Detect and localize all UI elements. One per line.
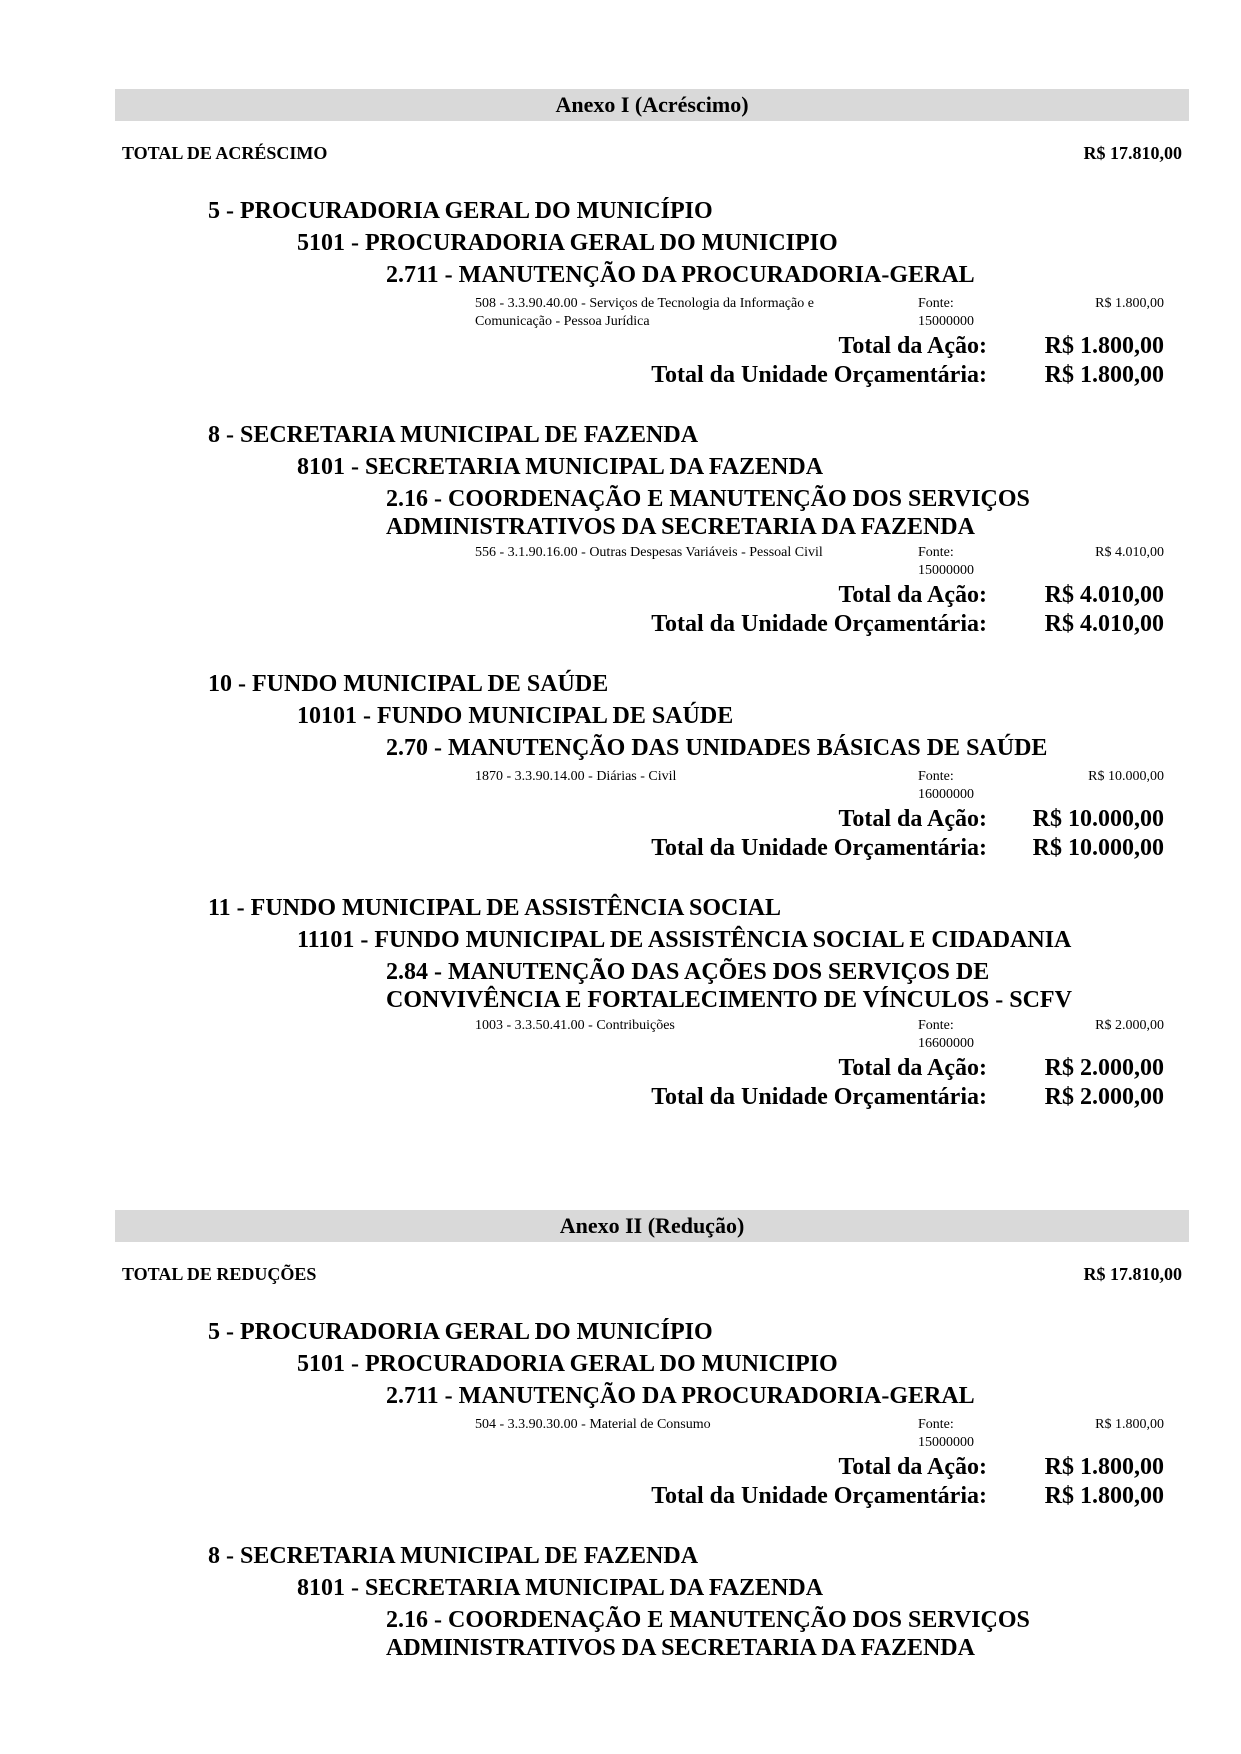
total-unidade-value: R$ 2.000,00 [1044, 1084, 1164, 1110]
total-acao-label: Total da Ação: [838, 806, 987, 832]
fonte-label: Fonte: [918, 1018, 954, 1033]
expense-item-value: R$ 10.000,00 [1088, 769, 1164, 784]
fonte-code: 15000000 [918, 1435, 974, 1450]
unit-heading: 8101 - SECRETARIA MUNICIPAL DA FAZENDA [297, 1575, 824, 1601]
total-acao-label: Total da Ação: [838, 1055, 987, 1081]
total-unidade-value: R$ 4.010,00 [1044, 611, 1164, 637]
action-heading-continuation: CONVIVÊNCIA E FORTALECIMENTO DE VÍNCULOS - SCFV [386, 987, 1072, 1013]
unit-heading: 5101 - PROCURADORIA GERAL DO MUNICIPIO [297, 1351, 838, 1377]
annex-1-title: Anexo I (Acréscimo) [115, 89, 1189, 121]
expense-item-value: R$ 2.000,00 [1095, 1018, 1164, 1033]
action-heading: 2.70 - MANUTENÇÃO DAS UNIDADES BÁSICAS DE SAÚDE [386, 735, 1048, 761]
org-heading: 11 - FUNDO MUNICIPAL DE ASSISTÊNCIA SOCIAL [208, 895, 781, 921]
org-heading: 8 - SECRETARIA MUNICIPAL DE FAZENDA [208, 1543, 699, 1569]
action-heading: 2.711 - MANUTENÇÃO DA PROCURADORIA-GERAL [386, 262, 975, 288]
unit-heading: 5101 - PROCURADORIA GERAL DO MUNICIPIO [297, 230, 838, 256]
annex-2-total-value: R$ 17.810,00 [1083, 1264, 1182, 1284]
total-unidade-label: Total da Unidade Orçamentária: [651, 611, 987, 637]
action-heading: 2.84 - MANUTENÇÃO DAS AÇÕES DOS SERVIÇOS DE [386, 959, 990, 985]
org-heading: 5 - PROCURADORIA GERAL DO MUNICÍPIO [208, 1319, 713, 1345]
fonte-code: 16600000 [918, 1036, 974, 1051]
fonte-code: 15000000 [918, 563, 974, 578]
total-unidade-value: R$ 1.800,00 [1044, 1483, 1164, 1509]
total-unidade-label: Total da Unidade Orçamentária: [651, 1084, 987, 1110]
org-heading: 8 - SECRETARIA MUNICIPAL DE FAZENDA [208, 422, 699, 448]
total-unidade-label: Total da Unidade Orçamentária: [651, 362, 987, 388]
expense-item-fonte [918, 1017, 998, 1053]
annex-1-total-value: R$ 17.810,00 [1083, 143, 1182, 163]
fonte-code: 15000000 [918, 314, 974, 329]
fonte-label: Fonte: [918, 545, 954, 560]
expense-item-fonte [918, 1416, 998, 1452]
total-acao-value: R$ 1.800,00 [1044, 333, 1164, 359]
action-heading: 2.16 - COORDENAÇÃO E MANUTENÇÃO DOS SERVIÇOS [386, 1607, 1030, 1633]
total-acao-value: R$ 10.000,00 [1032, 806, 1164, 832]
total-acao-label: Total da Ação: [838, 333, 987, 359]
annex-2-title: Anexo II (Redução) [115, 1210, 1189, 1242]
org-heading: 10 - FUNDO MUNICIPAL DE SAÚDE [208, 671, 609, 697]
org-heading: 5 - PROCURADORIA GERAL DO MUNICÍPIO [208, 198, 713, 224]
unit-heading: 8101 - SECRETARIA MUNICIPAL DA FAZENDA [297, 454, 824, 480]
expense-item-description: 1003 - 3.3.50.41.00 - Contribuições [475, 1018, 675, 1033]
expense-item-description: 508 - 3.3.90.40.00 - Serviços de Tecnologia da Informação e Comunicação - Pessoa Jurídica [475, 296, 814, 329]
total-acao-value: R$ 4.010,00 [1044, 582, 1164, 608]
fonte-code: 16000000 [918, 787, 974, 802]
expense-item-description: 556 - 3.1.90.16.00 - Outras Despesas Variáveis - Pessoal Civil [475, 545, 823, 560]
expense-item-value: R$ 1.800,00 [1095, 1417, 1164, 1432]
total-acao-label: Total da Ação: [838, 582, 987, 608]
expense-item-value: R$ 1.800,00 [1095, 296, 1164, 311]
expense-item-fonte [918, 295, 998, 331]
total-acao-value: R$ 1.800,00 [1044, 1454, 1164, 1480]
total-unidade-label: Total da Unidade Orçamentária: [651, 835, 987, 861]
total-unidade-value: R$ 10.000,00 [1032, 835, 1164, 861]
expense-item-value: R$ 4.010,00 [1095, 545, 1164, 560]
total-acao-label: Total da Ação: [838, 1454, 987, 1480]
unit-heading: 10101 - FUNDO MUNICIPAL DE SAÚDE [297, 703, 734, 729]
annex-2-total-label: TOTAL DE REDUÇÕES [122, 1264, 317, 1284]
unit-heading: 11101 - FUNDO MUNICIPAL DE ASSISTÊNCIA SOCIAL E CIDADANIA [297, 927, 1072, 953]
total-unidade-label: Total da Unidade Orçamentária: [651, 1483, 987, 1509]
action-heading: 2.16 - COORDENAÇÃO E MANUTENÇÃO DOS SERVIÇOS [386, 486, 1030, 512]
expense-item-description: 1870 - 3.3.90.14.00 - Diárias - Civil [475, 769, 677, 784]
total-acao-value: R$ 2.000,00 [1044, 1055, 1164, 1081]
annex-1-total-label: TOTAL DE ACRÉSCIMO [122, 143, 328, 163]
expense-item-fonte [918, 768, 998, 804]
fonte-label: Fonte: [918, 769, 954, 784]
action-heading-continuation: ADMINISTRATIVOS DA SECRETARIA DA FAZENDA [386, 1635, 975, 1661]
fonte-label: Fonte: [918, 1417, 954, 1432]
total-unidade-value: R$ 1.800,00 [1044, 362, 1164, 388]
expense-item-description: 504 - 3.3.90.30.00 - Material de Consumo [475, 1417, 711, 1432]
action-heading: 2.711 - MANUTENÇÃO DA PROCURADORIA-GERAL [386, 1383, 975, 1409]
fonte-label: Fonte: [918, 296, 954, 311]
action-heading-continuation: ADMINISTRATIVOS DA SECRETARIA DA FAZENDA [386, 514, 975, 540]
expense-item-fonte [918, 544, 998, 580]
